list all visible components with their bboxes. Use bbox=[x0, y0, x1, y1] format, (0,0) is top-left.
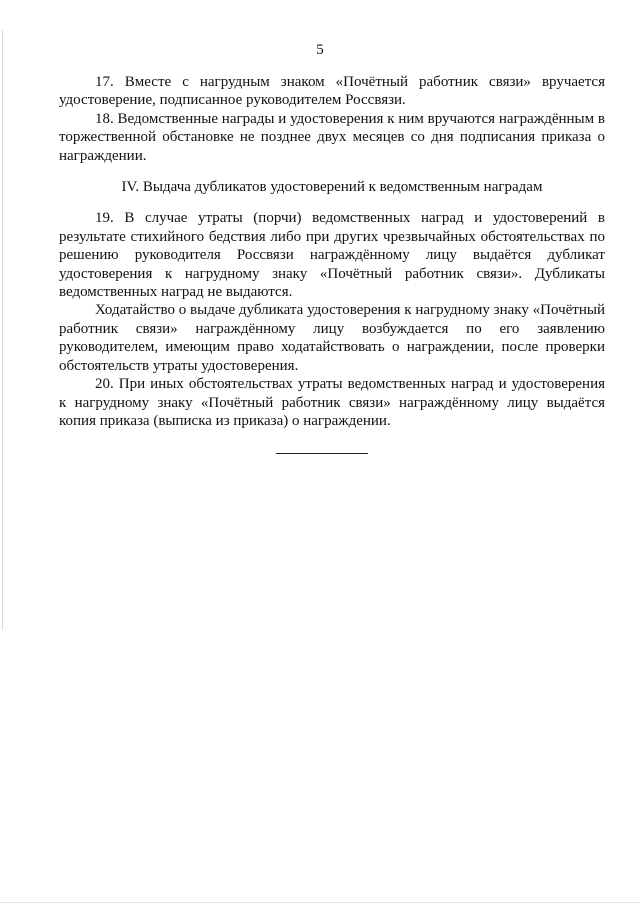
page-number: 5 bbox=[316, 42, 324, 58]
paragraph-19-petition: Ходатайство о выдаче дубликата удостоверения к нагрудному знаку «Почётный работник связи» награждённому лицу возбуждается по его заявлению руководителем, имеющим право ходатайствовать о награждении, после проверки обстоятельств утраты удостоверения. bbox=[59, 302, 605, 374]
document-body bbox=[59, 73, 605, 430]
paragraph-17: 17. Вместе с нагрудным знаком «Почётный работник связи» вручается удостоверение, подписанное руководителем Россвязи. bbox=[59, 74, 605, 109]
paragraph-18: 18. Ведомственные награды и удостоверения к ним вручаются награждённым в торжественной обстановке не позднее двух месяцев со дня подписания приказа о награждении. bbox=[59, 110, 605, 164]
section-heading: IV. Выдача дубликатов удостоверений к ведомственным наградам bbox=[121, 179, 543, 196]
paragraph-20: 20. При иных обстоятельствах утраты ведомственных наград и удостоверения к нагрудному знаку «Почётный работник связи» награждённому лицу выдаётся копия приказа (выписка из приказа) о награждении. bbox=[59, 376, 605, 429]
scan-edge-left bbox=[2, 30, 3, 630]
scan-edge-bottom bbox=[0, 902, 640, 903]
end-of-document-rule bbox=[276, 453, 368, 454]
paragraph-19: 19. В случае утраты (порчи) ведомственных наград и удостоверений в результате стихийного бедствия либо при других чрезвычайных обстоятельствах по решению руководителя Россвязи награждённому лицу выдаётся дубликат удостоверения к нагрудному знаку «Почётный работник связи». Дубликаты ведомственных наград не выдаются. bbox=[59, 210, 605, 301]
